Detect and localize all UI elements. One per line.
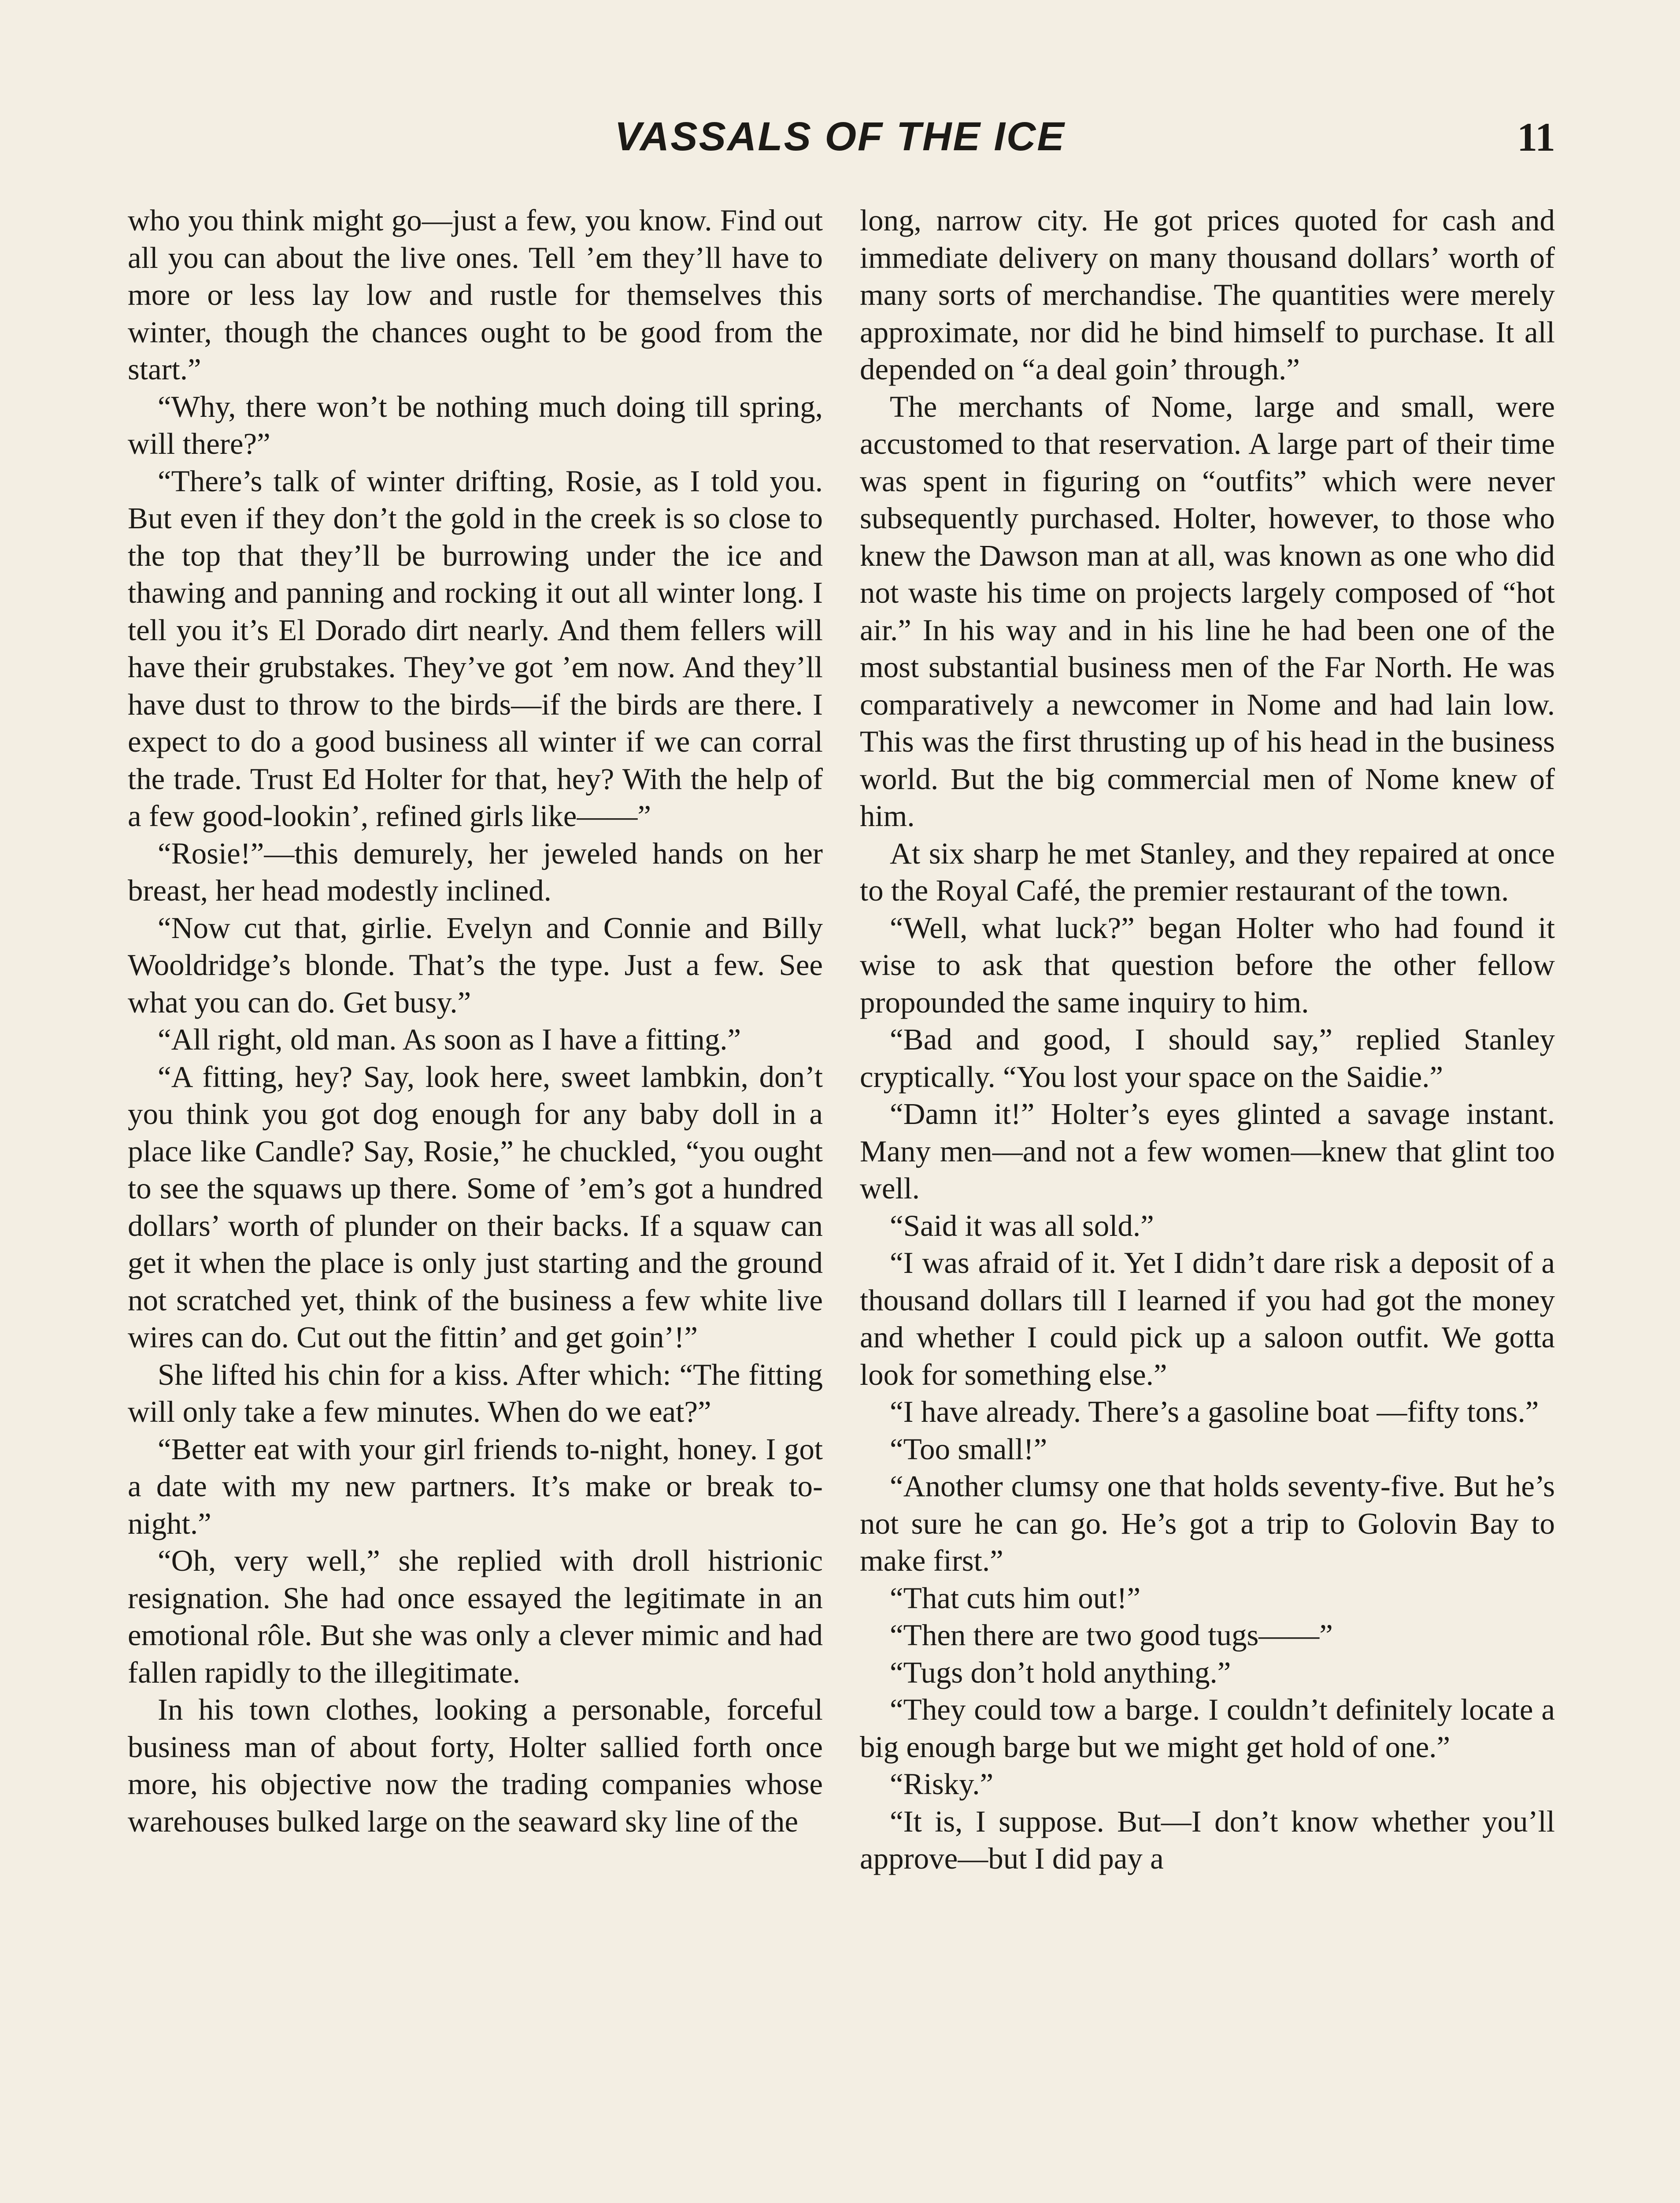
paragraph: “They could tow a barge. I couldn’t definitely locate a big enough barge but we might get hold of one.” <box>860 1693 1555 1764</box>
paragraph: long, narrow city. He got prices quoted for cash and immediate delivery on many thousand dollars’ worth of many sorts of merchandise. The quantities were merely approximate, nor did he bind himself to purchase. It all depended on “a deal goin’ through.” <box>860 204 1555 386</box>
paragraph: “All right, old man. As soon as I have a fitting.” <box>158 1023 741 1056</box>
paragraph: “I have already. There’s a gasoline boat —fifty tons.” <box>890 1395 1539 1428</box>
running-title: VASSALS OF THE ICE <box>614 114 1066 159</box>
paragraph: She lifted his chin for a kiss. After which: “The fitting will only take a few minutes. When do we eat?” <box>128 1357 823 1428</box>
left-column <box>128 202 823 1840</box>
paragraph: “It is, I suppose. But—I don’t know whether you’ll approve—but I did pay a <box>860 1804 1555 1875</box>
paragraph: In his town clothes, looking a personable, forceful business man of about forty, Holter sallied forth once more, his objective now the trading companies whose warehouses bulked large on the seaward sky line of the <box>128 1693 823 1838</box>
paragraph: “Too small!” <box>890 1432 1047 1466</box>
paragraph: “Well, what luck?” began Holter who had found it wise to ask that question before the other fellow propounded the same inquiry to him. <box>860 911 1555 1019</box>
paragraph: “Tugs don’t hold anything.” <box>890 1655 1231 1689</box>
paragraph: who you think might go—just a few, you know. Find out all you can about the live ones. Tell ’em they’ll have to more or less lay low and rustle for themselves this winter, though the chances ought to be good from the start.” <box>128 204 823 386</box>
page-header <box>0 114 1680 162</box>
paragraph: “There’s talk of winter drifting, Rosie, as I told you. But even if they don’t the gold in the creek is so close to the top that they’ll be burrowing under the ice and thawing and panning and rocking it out all winter long. I tell you it’s El Dorado dirt nearly. And them fellers will have their grubstakes. They’ve got ’em now. And they’ll have dust to throw to the birds—if the birds are there. I expect to do a good business all winter if we can corral the trade. Trust Ed Holter for that, hey? With the help of a few good-lookin’, refined girls like——” <box>128 464 823 833</box>
paragraph: “I was afraid of it. Yet I didn’t dare risk a deposit of a thousand dollars till I learned if you had got the money and whether I could pick up a saloon outfit. We gotta look for something else.” <box>860 1246 1555 1391</box>
right-column <box>860 202 1555 1877</box>
paragraph: “Another clumsy one that holds seventy-five. But he’s not sure he can go. He’s got a trip to Golovin Bay to make first.” <box>860 1469 1555 1577</box>
paragraph: “Rosie!”—this demurely, her jeweled hands on her breast, her head modestly inclined. <box>128 836 823 907</box>
paragraph: The merchants of Nome, large and small, were accustomed to that reservation. A large part of their time was spent in figuring on “outfits” which were never subsequently purchased. Holter, however, to those who knew the Dawson man at all, was known as one who did not waste his time on projects largely composed of “hot air.” In his way and in his line he had been one of the most substantial business men of the Far North. He was comparatively a newcomer in Nome and had lain low. This was the first thrusting up of his head in the business world. But the big commercial men of Nome knew of him. <box>860 389 1555 833</box>
paragraph: “Why, there won’t be nothing much doing till spring, will there?” <box>128 389 823 460</box>
paragraph: “Damn it!” Holter’s eyes glinted a savage instant. Many men—and not a few women—knew that glint too well. <box>860 1097 1555 1205</box>
paragraph: At six sharp he met Stanley, and they repaired at once to the Royal Café, the premier restaurant of the town. <box>860 836 1555 907</box>
paragraph: “Risky.” <box>890 1767 994 1801</box>
paragraph: “Better eat with your girl friends to-night, honey. I got a date with my new partners. It’s make or break to-night.” <box>128 1432 823 1540</box>
paragraph: “That cuts him out!” <box>890 1581 1141 1615</box>
page-number: 11 <box>1517 115 1555 159</box>
paragraph: “Oh, very well,” she replied with droll histrionic resignation. She had once essayed the legitimate in an emotional rôle. But she was only a clever mimic and had fallen rapidly to the illegitimate. <box>128 1544 823 1689</box>
paragraph: “Bad and good, I should say,” replied Stanley cryptically. “You lost your space on the Saidie.” <box>860 1023 1555 1094</box>
paragraph: “Now cut that, girlie. Evelyn and Connie and Billy Wooldridge’s blonde. That’s the type. Just a few. See what you can do. Get busy.” <box>128 911 823 1019</box>
paragraph: “Then there are two good tugs——” <box>890 1618 1333 1652</box>
paragraph: “A fitting, hey? Say, look here, sweet lambkin, don’t you think you got dog enough for any baby doll in a place like Candle? Say, Rosie,” he chuckled, “you ought to see the squaws up there. Some of ’em’s got a hundred dollars’ worth of plunder on their backs. If a squaw can get it when the place is only just starting and the ground not scratched yet, think of the business a few white live wires can do. Cut out the fittin’ and get goin’!” <box>128 1060 823 1354</box>
paragraph: “Said it was all sold.” <box>890 1209 1154 1242</box>
